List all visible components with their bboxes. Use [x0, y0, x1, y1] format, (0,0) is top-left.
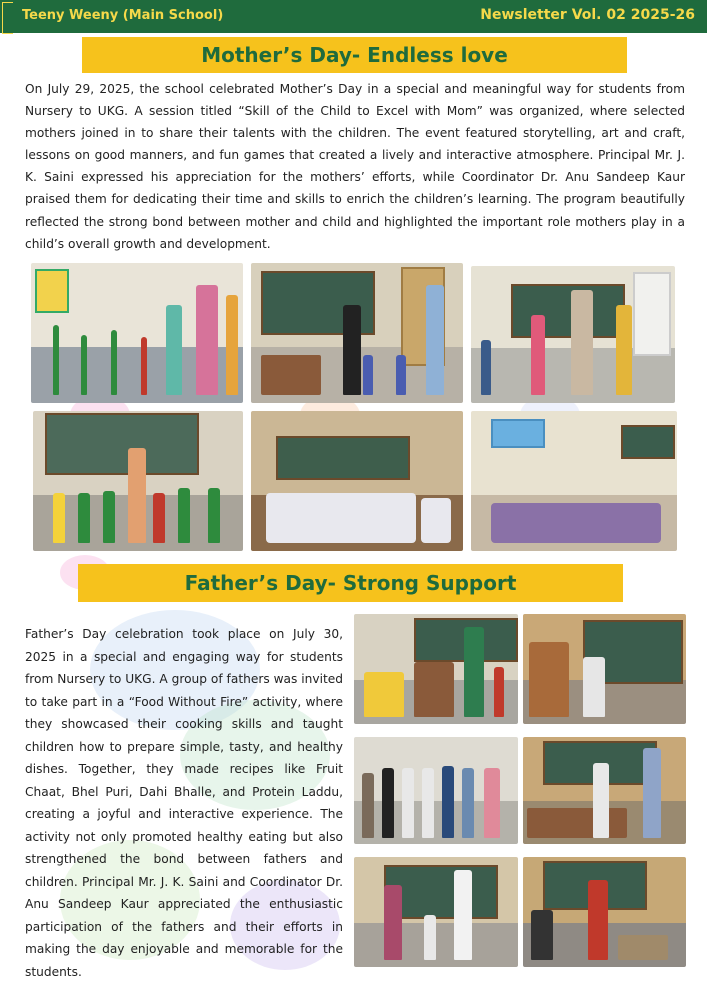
fathers-day-photo-5 — [354, 857, 518, 967]
newsletter-header — [0, 0, 707, 33]
mothers-day-photo-4 — [33, 411, 243, 551]
school-name: Teeny Weeny (Main School) — [22, 8, 224, 23]
mothers-day-title: Mother’s Day- Endless love — [82, 37, 627, 73]
fathers-day-title: Father’s Day- Strong Support — [78, 564, 623, 602]
fathers-day-body: Father’s Day celebration took place on July 30, 2025 in a special and engaging way for students from Nursery to UKG. A group of fathers was invited to take part in a “Food Without Fire” activity, where they showcased their cooking skills and taught children how to prepare simple, tasty, and healthy dishes. Together, they made recipes like Fruit Chaat, Bhel Puri, Dahi Bhalle, and Protein Laddu, creating a joyful and interactive experience. The activity not only promoted healthy eating but also strengthened the bond between fathers and children. Principal Mr. J. K. Saini and Coordinator Dr. Anu Sandeep Kaur appreciated the enthusiastic participation of the fathers and their efforts in making the day enjoyable and memorable for the students. — [25, 627, 343, 979]
mothers-day-photo-5 — [251, 411, 463, 551]
fathers-day-photo-1 — [354, 614, 518, 724]
mothers-day-photo-3 — [471, 266, 675, 403]
mothers-day-body: On July 29, 2025, the school celebrated Mother’s Day in a special and meaningful way for students from Nursery to UKG. A session titled “Skill of the Child to Excel with Mom” was organized, where selected mothers joined in to share their talents with the children. The event featured storytelling, art and craft, lessons on good manners, and fun games that created a lively and interactive atmosphere. Principal Mr. J. K. Saini expressed his appreciation for the mothers’ efforts, while Coordinator Dr. Anu Sandeep Kaur praised them for dedicating their time and skills to enrich the children’s learning. The program beautifully reflected the strong bond between mother and child and highlighted the important role mothers play in a child’s overall growth and development. — [25, 82, 685, 251]
mothers-day-photo-2 — [251, 263, 463, 403]
mothers-day-photo-1 — [31, 263, 243, 403]
fathers-day-photo-3 — [354, 737, 518, 844]
mothers-day-photo-6 — [471, 411, 677, 551]
header-corner-ornament — [2, 2, 13, 34]
newsletter-volume: Newsletter Vol. 02 2025-26 — [480, 7, 695, 23]
fathers-day-photo-6 — [523, 857, 686, 967]
fathers-day-photo-4 — [523, 737, 686, 844]
fathers-day-photo-2 — [523, 614, 686, 724]
